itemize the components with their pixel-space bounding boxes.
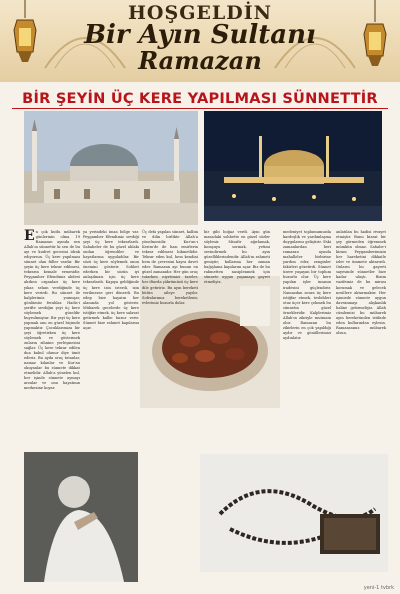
page-footer: yeni-1 tvbrk [363,585,394,591]
column-6-text: anlatılan bu hadisi rivayet etmiştir. Bunu bizzat bir şey görmeden öğrenmek mümkün olmaz. Sahabe-i kiram Peygamberimizin her hareketini dikkatle izler ve ümmete aktarırdı. Onların bu gayreti sayesinde sünnetler bize kadar ulaştı. Bizim vazifemiz de bu mirası korumak ve gelecek nesillere aktarmaktır. Her işimizde sünnete uygun davranmayı alışkanlık haline getirmeliyiz. Allah cümlemizi bu mübarek ayın bereketinden istifade eden kullarından eylesin. Ramazanınız mübarek olsun. [336,230,386,335]
night-mosque-photo [204,111,382,221]
text-column-4 [204,230,270,285]
drop-cap: E [24,228,35,244]
banner-script-line2: Ramazan [138,46,262,75]
banner-top-word: HOŞGELDİN [127,2,273,24]
text-column-5 [283,230,331,450]
praying-person-photo [24,452,138,582]
column-5-text: medeniyet toplumumuzda kardeşlik ve yardımlaşma duygularını geliştirir. Eski zamanlardan beri ramazan ayında mahalleler birbirine yardım eder, zenginler fakirleri gözetirdi. Sünnet üzere yaşayan bir toplum huzurlu olur. Üç kere yapılan işler insanın iradesini güçlendirir. Namazdan sonra üç kere istiğfar etmek, tesbihleri otuz üçer kere çekmek bu sünnetin güzel örnekleridir. Kalplerimiz Allah'ın zikriyle mutmain olur. Ramazan bu zikirlerin en çok yapıldığı aydır ve gönüllerimizi aydınlatır. [283,230,331,340]
headline-rule [12,108,388,109]
text-column-3 [142,230,198,305]
banner-script-line1: Bir Ayın Sultanı [84,20,316,50]
text-column-2 [83,230,139,448]
mosque-photo [24,111,198,225]
column-1-text: n çok kutlu mübarek günlerinin olma 19 Ramazan ayında sen Allah'ın sünnettir ki sen de bu ayı ve kudret gecesini idrak ediyorsun. Üç kere yapılması sünnet olan fiiller vardır. Bir şeyin üç kere tekrar edilmesi, tekrarın kemale ermesidir. Peygamber Efendimiz abdest alırken organları üç kere yıkar, selam verdiğinde üç kere verirdi. Bu sünnet ile kalplerimiz yumuşar, gönlümüz ferahlar. Hadis-i şerifte sevdiğin şeyi üç kere söylemek güzeldir buyrulmuştur. Bir şeyi üç kere yapmak onu en güzel biçimde yapmaktır. Çocuklarımıza bir şeyi öğretirken üç kere söylemek ve göstermek onların zihnine yerleşmesini sağlar. Üç kere tekrar edilen dua kabul olunur diye ümit ederiz. Bu ayda oruç tutanlar, namaz kılanlar ve Kur'an okuyanlar bu sünnete dikkat etmelidir. Allah'a yönelen kul, her işinde sünnete uymayı arzular ve onu hayatının merkezine koyar. [24,230,80,391]
ramadan-banner [0,0,400,82]
column-4-text: bir gibi boğaz verdi. Aynı gün masadaki sohbette en güzel sözler söylenir. Misafir ağırlamak, komşuyu sormak, yetimi sevindirmek bu ayın güzelliklerindendir. Allah'ın rahmeti geniştir; kullarına her zaman bağışlama kapılarını açar. Biz de bu rahmetten nasiplenmek için sünnete uygun yaşamaya gayret etmeliyiz. [204,230,270,285]
text-column-1 [24,230,80,448]
prayer-beads-photo [200,454,388,572]
column-3-text: Üç defa yapılan sünnet, kalbin ve dilin birlikte Allah'a yönelmesidir. Kur'an-ı Kerim'de de bazı emirlerin tekrar edilmesi hikmetlidir. Tekrar eden kul, hem kendini hem de çevresini hayra davet eder. Ramazan ayı bunun en güzel zamanıdır. Her gün oruç tutarken niyetimizi tazeler, her iftarda şükrümüzü üç kere dile getiririz. Bu ayın bereketi bütün aileye yayılır. Sofralarımız bereketlenir, evlerimiz huzurla dolar. [142,230,198,305]
article-headline: BİR ŞEYİN ÜÇ KERE YAPILMASI SÜNNETTİR [22,90,378,107]
text-column-6 [336,230,386,450]
column-2-text: ya yerindeki imza bölge var. Peygamber Efendimiz sevdiği şeyi üç kere tekrarlardı. Sahabeler de bu güzel ahlakı ondan öğrendiler ve hayatlarına uyguladılar. Bir sözü üç kere söylemek onun önemini gösterir. Sohbet ederken bir sözün iyi anlaşılması için üç kere tekrarlardı. Kapıya geldiğinde üç kere izin isterdi, izin verilmezse geri dönerdi. Bu edep bize hayatın her alanında yol gösterir. Mübarek gecelerde üç kere istiğfar etmek, üç kere salavat getirmek kalbe huzur verir. Sünnet bize rahmet kapılarını açar. [83,230,139,330]
